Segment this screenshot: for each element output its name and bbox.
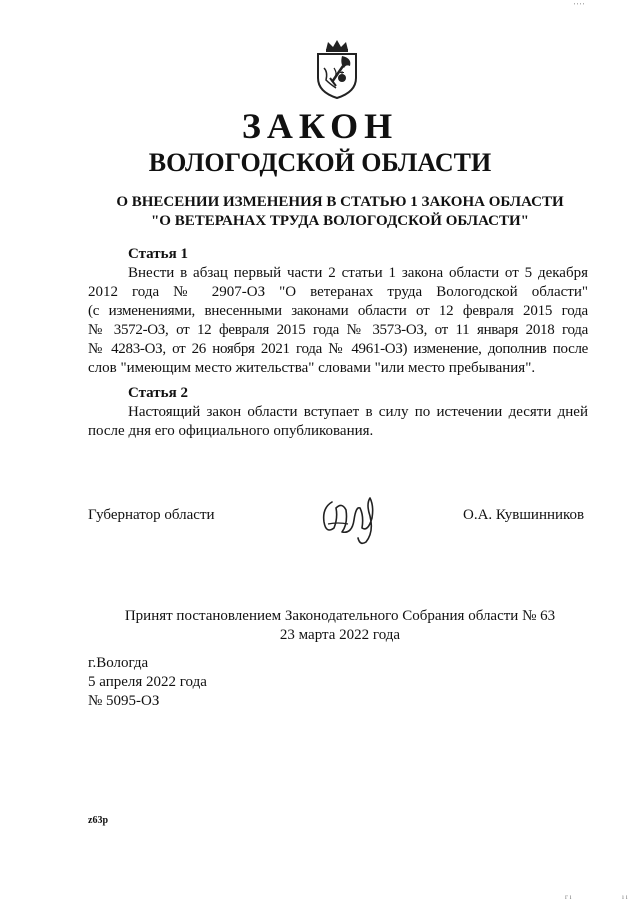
place: г.Вологда xyxy=(88,655,149,671)
article-2-title: Статья 2 xyxy=(128,385,188,401)
text-line: после дня его официального опубликования. xyxy=(88,423,374,439)
scan-mark-bottom-left: г ı xyxy=(565,893,572,901)
subtitle-line: "О ВЕТЕРАНАХ ТРУДА ВОЛОГОДСКОЙ ОБЛАСТИ" xyxy=(150,213,530,229)
document-subtitle xyxy=(90,193,590,231)
adoption-date: 23 марта 2022 года xyxy=(279,627,401,643)
article-1-title: Статья 1 xyxy=(128,246,188,262)
place-date-number xyxy=(88,654,207,711)
text-line: № 3572-ОЗ, от 12 февраля 2015 года № 3573-ОЗ, от 11 января 2018 года xyxy=(88,322,588,338)
text-line: № 4283-ОЗ, от 26 ноября 2021 года № 4961-ОЗ) изменение, дополнив после xyxy=(88,341,588,357)
article-1-text xyxy=(88,264,588,378)
adoption-note xyxy=(90,607,590,645)
text-line: Настоящий закон области вступает в силу по истечении десяти дней xyxy=(128,404,588,420)
scan-mark-bottom-right: ı ı xyxy=(622,893,628,901)
text-line: слов "имеющим место жительства" словами "или место пребывания". xyxy=(88,360,536,376)
signatory-name: О.А. Кувшинников xyxy=(463,507,585,523)
date: 5 апреля 2022 года xyxy=(88,674,207,690)
text-line: 2012 года № 2907-ОЗ "О ветеранах труда Вологодской области" xyxy=(88,284,588,300)
text-line: (с изменениями, внесенными законами области от 12 февраля 2015 года xyxy=(88,303,588,319)
document-title: ЗАКОН xyxy=(241,106,399,146)
article-2-text xyxy=(88,403,588,441)
footer-code: z63p xyxy=(88,815,108,826)
handwritten-signature xyxy=(318,488,384,548)
vologda-coat-of-arms-icon xyxy=(312,38,362,100)
scan-mark-top-right: ' ' ' ' xyxy=(574,2,585,10)
adoption-line: Принят постановлением Законодательного Собрания области № 63 xyxy=(124,608,556,624)
signatory-position: Губернатор области xyxy=(88,507,215,523)
document-region: ВОЛОГОДСКОЙ ОБЛАСТИ xyxy=(148,148,492,177)
law-number: № 5095-ОЗ xyxy=(88,693,160,709)
subtitle-line: О ВНЕСЕНИИ ИЗМЕНЕНИЯ В СТАТЬЮ 1 ЗАКОНА ОБЛАСТИ xyxy=(116,194,564,210)
text-line: Внести в абзац первый части 2 статьи 1 закона области от 5 декабря xyxy=(128,265,588,281)
